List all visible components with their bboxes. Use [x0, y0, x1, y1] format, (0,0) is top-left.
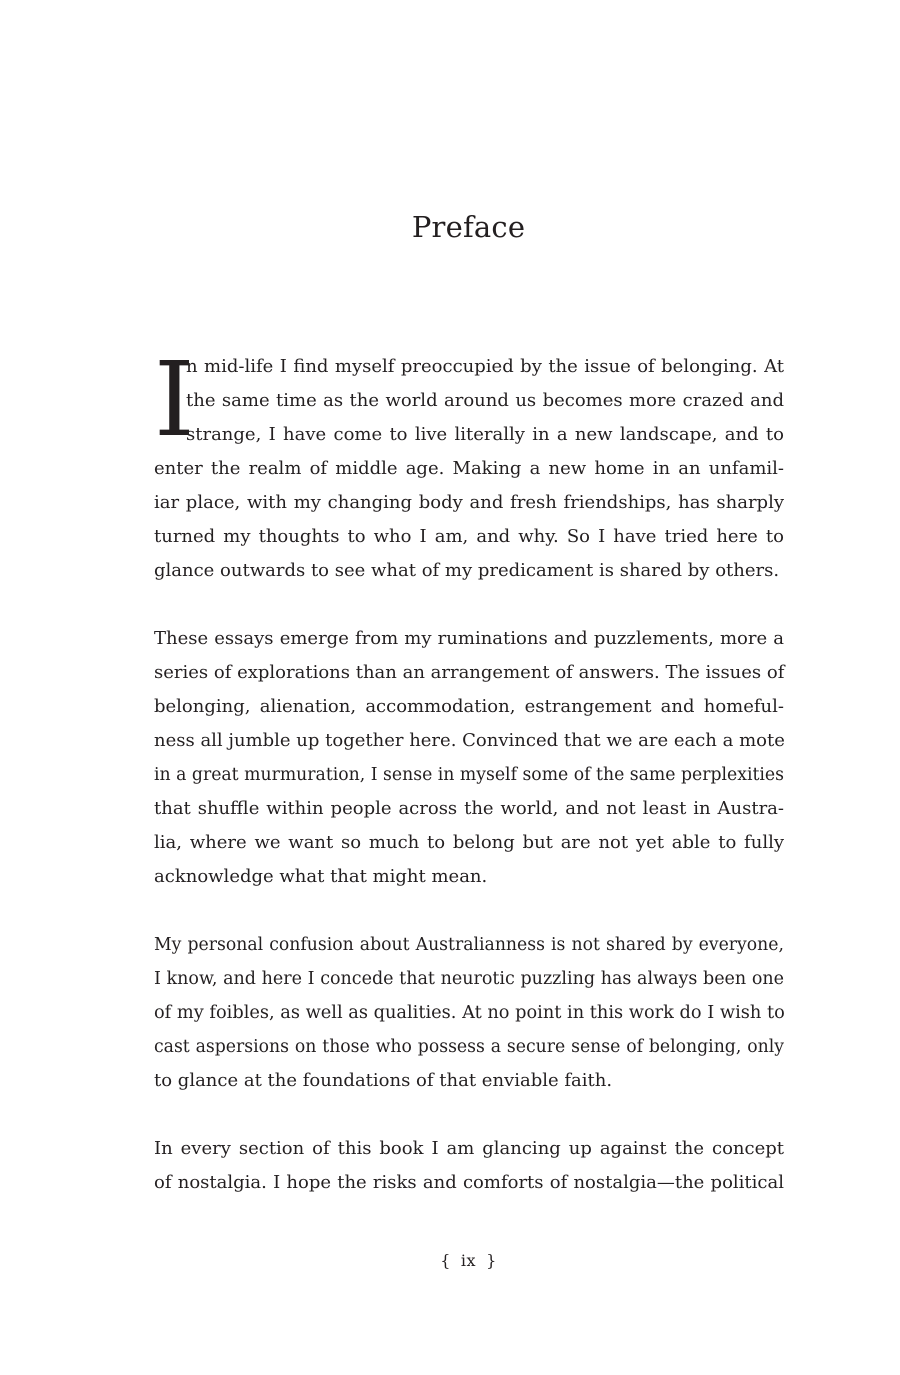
text-line: n mid-life I find myself preoccupied by the issue of belonging. At: [186, 356, 784, 377]
text-line: cast aspersions on those who possess a secure sense of belonging, only: [154, 1037, 784, 1057]
text-line: belonging, alienation, accommodation, estrangement and homeful-: [154, 696, 784, 717]
text-line: In every section of this book I am glancing up against the concept: [154, 1138, 784, 1159]
text-line: glance outwards to see what of my predicament is shared by others.: [154, 560, 780, 581]
text-line: series of explorations than an arrangement of answers. The issues of: [154, 662, 785, 683]
text-line: lia, where we want so much to belong but are not yet able to fully: [154, 832, 784, 853]
drop-cap: I: [154, 340, 195, 460]
text-line: enter the realm of middle age. Making a new home in an unfamil-: [154, 458, 784, 479]
text-line: strange, I have come to live literally in a new landscape, and to: [186, 424, 784, 445]
paragraph-2: [154, 622, 784, 894]
text-line: of nostalgia. I hope the risks and comforts of nostalgia—the political: [154, 1172, 784, 1193]
text-line: to glance at the foundations of that enviable faith.: [154, 1070, 613, 1091]
text-line: turned my thoughts to who I am, and why. So I have tried here to: [154, 526, 784, 547]
text-line: of my foibles, as well as qualities. At no point in this work do I wish to: [154, 1003, 785, 1023]
text-line: that shuffle within people across the world, and not least in Austra-: [154, 798, 784, 819]
text-line: My personal confusion about Australianness is not shared by everyone,: [154, 935, 784, 955]
text-line: I know, and here I concede that neurotic puzzling has always been one: [154, 969, 784, 989]
folio-close-brace: }: [486, 1251, 497, 1270]
paragraph-3: [154, 928, 784, 1098]
paragraph-1: [154, 340, 784, 588]
text-line: in a great murmuration, I sense in myself some of the same perplexities: [154, 765, 784, 785]
folio-open-brace: {: [440, 1251, 451, 1270]
text-line: the same time as the world around us becomes more crazed and: [186, 390, 784, 411]
preface-body: [154, 340, 785, 1200]
text-line: acknowledge what that might mean.: [154, 866, 488, 887]
page-title: Preface: [411, 210, 526, 244]
folio-number: ix: [460, 1251, 477, 1270]
paragraph-4: [154, 1132, 784, 1200]
text-line: These essays emerge from my ruminations and puzzlements, more a: [154, 628, 784, 649]
page-number: [0, 1249, 900, 1273]
text-line: iar place, with my changing body and fresh friendships, has sharply: [154, 492, 784, 513]
text-line: ness all jumble up together here. Convinced that we are each a mote: [154, 730, 785, 751]
